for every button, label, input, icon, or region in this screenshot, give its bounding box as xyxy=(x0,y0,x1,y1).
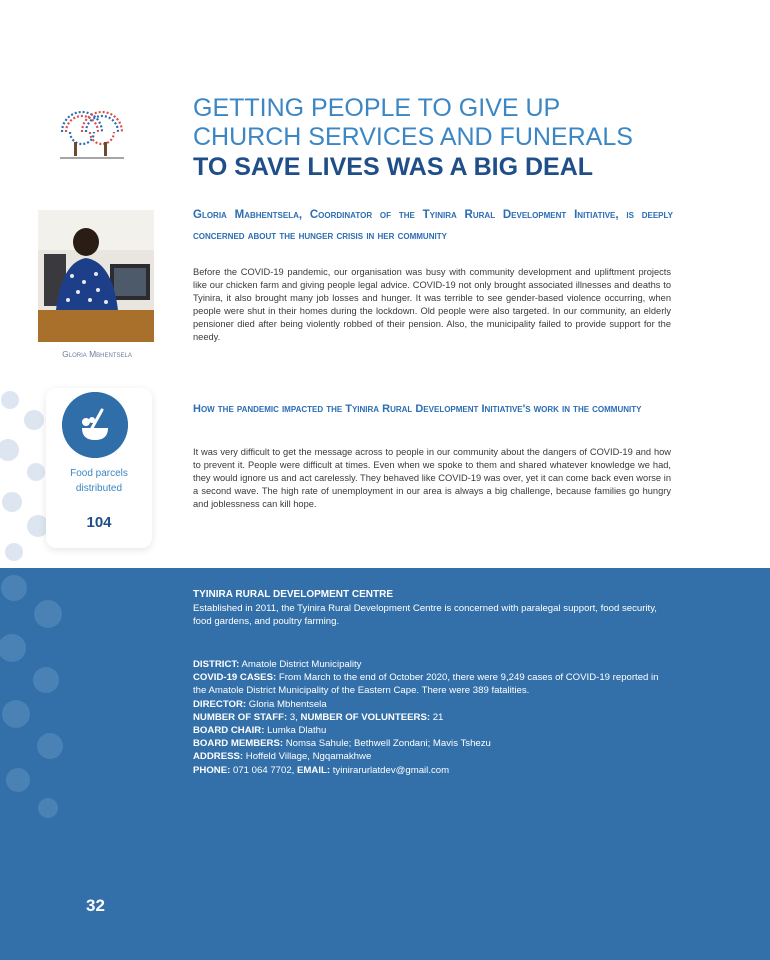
fact-contact: PHONE: 071 064 7702, EMAIL: tyinirarurlatdev@gmail.com xyxy=(193,764,450,776)
fact-district: DISTRICT: Amatole District Municipality xyxy=(193,659,362,670)
fact-board-chair: BOARD CHAIR: Lumka Dlathu xyxy=(193,725,327,737)
email-link[interactable]: tyinirarurlatdev@gmail.com xyxy=(332,764,450,776)
food-parcel-icon xyxy=(62,392,128,458)
stat-value: 104 xyxy=(86,514,112,531)
section-subheading: How the pandemic impacted the Tyinira Rural Development Initiative's work in the community xyxy=(193,403,642,415)
centre-info-panel xyxy=(0,568,770,960)
fact-director: DIRECTOR: Gloria Mbhentsela xyxy=(193,698,327,710)
organisation-logo xyxy=(52,96,132,166)
centre-description: Established in 2011, the Tyinira Rural Development Centre is concerned with paralegal support, food security, food gardens, and poultry farming. xyxy=(193,603,657,628)
body-paragraph-2: It was very difficult to get the message across to people in our community about the dangers of COVID-19 and how to prevent it. People were difficult at times. Even when we spoke to them and shared whatever knowledge we had, they would ignore us and act carelessly. They behaved like COVID-19 was over, yet it can come back even worse in a second wave. The high rate of unemployment in our area is always a big challenge, because families go hungry and joblessness can kill hope. xyxy=(193,447,671,510)
portrait-photo xyxy=(38,210,154,342)
page-heading xyxy=(193,94,713,182)
intro-text: Gloria Mabhentsela, Coordinator of the Tyinira Rural Development Initiative, is deeply concerned about the hunger crisis in her community xyxy=(193,209,673,242)
stat-label xyxy=(46,466,152,496)
heading-line-3: TO SAVE LIVES WAS A BIG DEAL xyxy=(193,153,594,181)
page-number: 32 xyxy=(86,896,105,915)
photo-caption: Gloria Mbhentsela xyxy=(62,349,132,359)
centre-name: TYINIRA RURAL DEVELOPMENT CENTRE xyxy=(193,589,394,600)
fact-covid-cases: COVID-19 CASES: From March to the end of October 2020, there were 9,249 cases of COVID-19 reported in the Amatole District Municipality of the Eastern Cape. There were 389 fatalities. xyxy=(193,672,659,697)
body-paragraph-1: Before the COVID-19 pandemic, our organisation was busy with community development and upliftment projects like our chicken farm and giving people legal advice. COVID-19 not only brought associated illnesses and deaths to Tyinira, it also brought many job losses and hunger. It was terrible to see gender-based violence occurring, when people were shut in their homes during the lockdown. Old people were also targeted. In our community, an elderly pensioner died after being violently robbed of their pension. Also, the municipality failed to provide support for the needy. xyxy=(193,267,671,343)
centre-facts xyxy=(193,658,663,777)
fact-staff-volunteers: NUMBER OF STAFF: 3, NUMBER OF VOLUNTEERS: 21 xyxy=(193,711,444,723)
heading-line-2: CHURCH SERVICES AND FUNERALS xyxy=(193,123,633,151)
fact-address: ADDRESS: Hoffeld Village, Ngqamakhwe xyxy=(193,751,372,763)
fact-board-members: BOARD MEMBERS: Nomsa Sahule; Bethwell Zondani; Mavis Tshezu xyxy=(193,738,491,750)
heading-line-1: GETTING PEOPLE TO GIVE UP xyxy=(193,94,561,122)
decorative-dots xyxy=(0,568,80,828)
stat-label-text: Food parcels distributed xyxy=(70,468,128,494)
